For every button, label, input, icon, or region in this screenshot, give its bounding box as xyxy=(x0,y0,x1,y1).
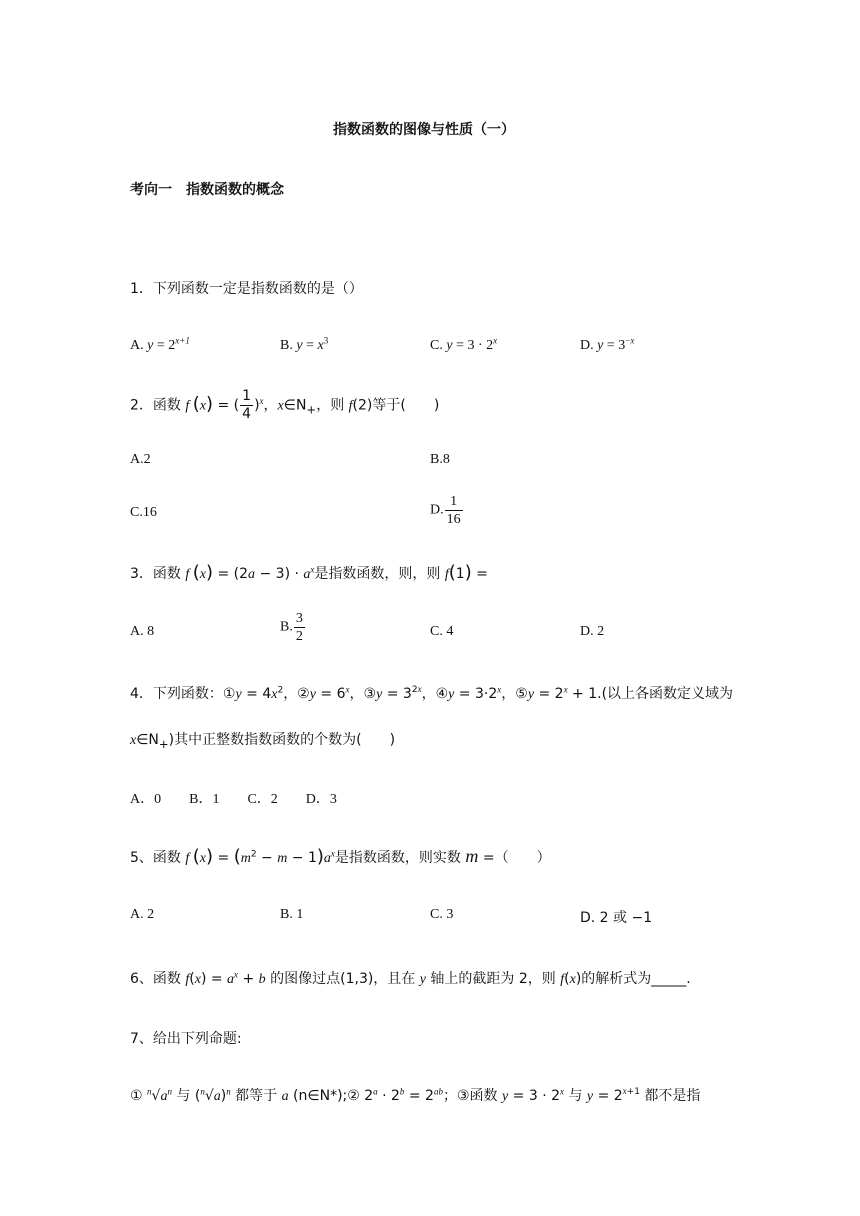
question-1-option-b: B. $y = x^3$ xyxy=(280,335,329,353)
question-7-propositions: ① $^n√a^n$ 与 $(^n√a)^n$ 都等于 a (n∈N*);② $2^a \cdot 2^b = 2^{ab}$；③函数 $y = 3 \cdot 2^x$ 与 $y = 2^{x+1}$ 都不是指 xyxy=(130,1086,701,1104)
question-5-stem: 5、函数 f $(x) = (m^2 - m - 1)a^x$是指数函数，则实数 m =（ ） xyxy=(130,846,551,867)
question-3-option-b: B. $\frac{3}{2}$ xyxy=(280,611,303,644)
question-3-option-d: D. 2 xyxy=(580,624,605,639)
question-2-option-c: C.16 xyxy=(130,505,157,520)
question-7-stem: 7、给出下列命题: xyxy=(130,1031,242,1047)
question-4-stem-line-1: 4．下列函数：①y = $4x^2$，②y = $6^x$，③y = $3^{2x}$，④y = $3\cdot 2^x$，⑤y = $2^x + 1$.(以上各函数定义域为 xyxy=(130,684,734,702)
document-title: 指数函数的图像与性质（一） xyxy=(333,122,515,138)
question-3-option-a: A. 8 xyxy=(130,624,155,639)
question-6-stem: 6、函数 $f(x) = a^x + b$ 的图像过点(1,3)，且在 y 轴上的截距为 2，则 f(x)的解析式为_____. xyxy=(130,969,691,987)
question-4-stem-line-2: $x\in N_+$)其中正整数指数函数的个数为( ) xyxy=(130,732,396,751)
question-1-option-a: A. $y = 2^{x+1}$ xyxy=(130,335,190,353)
question-5-option-a: A. 2 xyxy=(130,907,155,922)
question-5-option-d: D. 2 或 −1 xyxy=(580,910,653,926)
question-1-option-d: D. $y = 3^{-x}$ xyxy=(580,335,635,353)
question-3-stem: 3．函数 f $(x) = (2a - 3) \cdot a^x$是指数函数，则，则 f(1) = xyxy=(130,562,488,583)
question-5-option-b: B. 1 xyxy=(280,907,304,922)
question-1-option-c: C. $y = 3 \cdot 2^x$ xyxy=(430,335,498,353)
question-5-option-c: C. 3 xyxy=(430,907,454,922)
section-heading: 考向一 指数函数的概念 xyxy=(130,182,284,198)
question-1-stem: 1．下列函数一定是指数函数的是（） xyxy=(130,281,363,297)
question-3-option-c: C. 4 xyxy=(430,624,454,639)
question-4-options: A．0 B．1 C．2 D．3 xyxy=(130,792,337,807)
question-2-option-a: A.2 xyxy=(130,452,151,467)
question-2-option-b: B.8 xyxy=(430,452,450,467)
question-2-stem: 2．函数 f (x) = ( $\frac{1}{4}$ )$^x$，$x\in N_+$，则 f(2)等于( ) xyxy=(130,388,440,422)
question-2-option-d: D. $\frac{1}{16}$ xyxy=(430,494,461,527)
